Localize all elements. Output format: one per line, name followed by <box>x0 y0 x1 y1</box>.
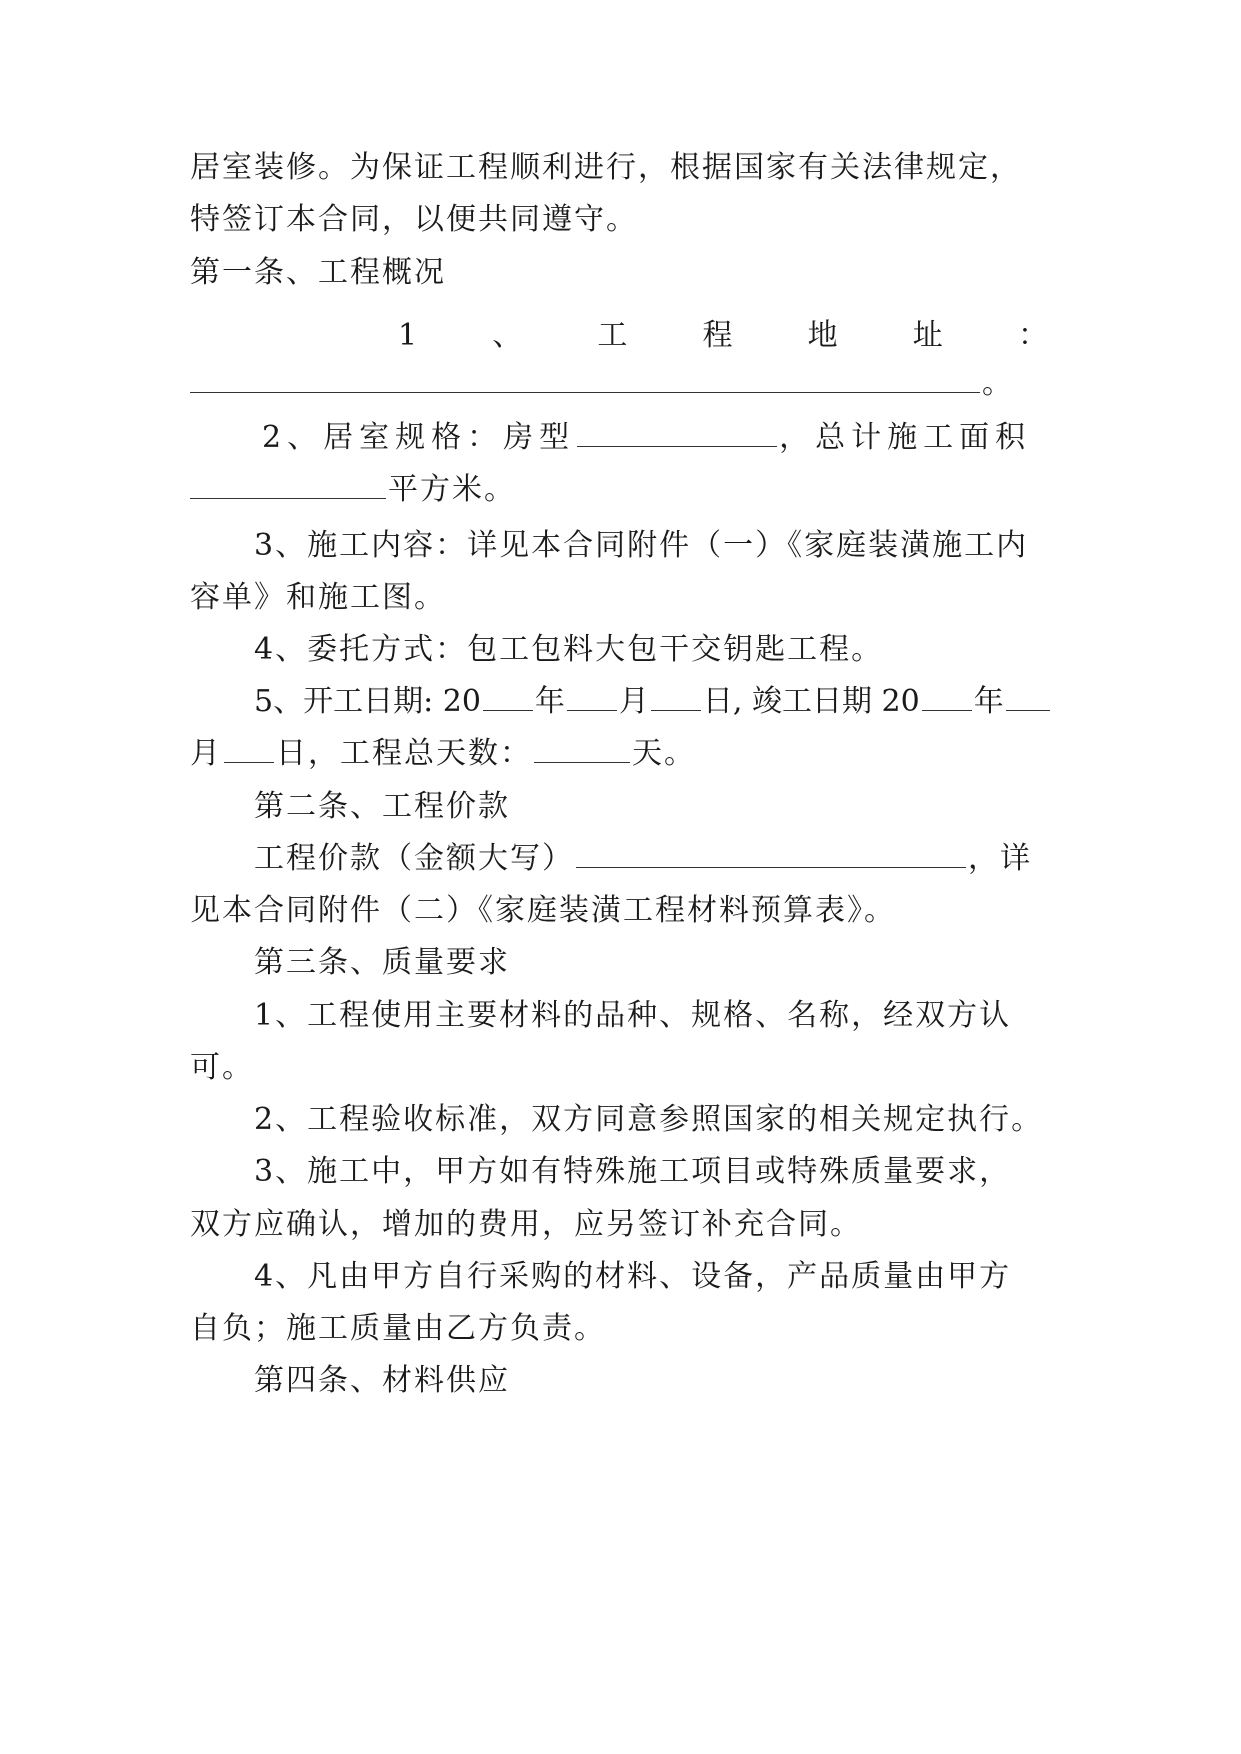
item-1-char: 程 <box>702 318 735 353</box>
item-5-text: 年 <box>534 684 565 719</box>
room-type-blank[interactable] <box>577 420 777 447</box>
item-2-line1 <box>262 420 1050 456</box>
item-1-char: 、 <box>492 318 525 353</box>
start-day-blank[interactable] <box>651 684 701 711</box>
item-5-text: 年 <box>973 684 1004 719</box>
article-2-title: 第二条、工程价款 <box>254 789 510 824</box>
quality-3-line1: 3、施工中，甲方如有特殊施工项目或特殊质量要求， <box>254 1154 1012 1189</box>
item-1-char: 工 <box>597 318 630 353</box>
address-blank[interactable] <box>190 366 980 393</box>
article-4-title: 第四条、材料供应 <box>254 1363 510 1398</box>
item-5-text: 日，工程总天数： <box>276 736 532 771</box>
item-2-text: 平方米。 <box>388 472 516 507</box>
item-5-text: 日, 竣工日期 20 <box>702 684 920 719</box>
end-month-blank[interactable] <box>1006 684 1050 711</box>
item-1-char: ： <box>1017 318 1050 353</box>
end-year-blank[interactable] <box>922 684 972 711</box>
article-2-text: ，详 <box>968 841 1032 876</box>
quality-3-line2: 双方应确认，增加的费用，应另签订补充合同。 <box>190 1207 862 1242</box>
end-day-blank[interactable] <box>224 736 274 763</box>
quality-4-line2: 自负；施工质量由乙方负责。 <box>190 1311 606 1346</box>
paragraph-line: 特签订本合同，以便共同遵守。 <box>190 202 638 237</box>
item-5-text: 月 <box>618 684 649 719</box>
quality-2: 2、工程验收标准，双方同意参照国家的相关规定执行。 <box>254 1102 1044 1137</box>
address-blank-line <box>190 366 1050 402</box>
item-1-address-label <box>398 318 1050 354</box>
item-5-text: 月 <box>190 736 222 771</box>
area-blank[interactable] <box>190 472 386 499</box>
article-2-line1 <box>254 841 1050 877</box>
item-3-line2: 容单》和施工图。 <box>190 580 446 615</box>
item-5-text: 天。 <box>632 736 696 771</box>
item-1-char: 址 <box>912 318 945 353</box>
quality-1-line1: 1、工程使用主要材料的品种、规格、名称，经双方认 <box>254 998 1012 1033</box>
item-1-end: 。 <box>982 366 1014 401</box>
quality-4-line1: 4、凡由甲方自行采购的材料、设备，产品质量由甲方 <box>254 1259 1012 1294</box>
item-5-line1 <box>254 684 1114 720</box>
article-2-text: 工程价款（金额大写） <box>254 841 574 876</box>
item-1-char: 地 <box>807 318 840 353</box>
start-year-blank[interactable] <box>483 684 533 711</box>
item-2-text: 2、居室规格：房型 <box>262 420 576 455</box>
total-days-blank[interactable] <box>534 736 630 763</box>
article-3-title: 第三条、质量要求 <box>254 945 510 980</box>
item-5-text: 5、开工日期: 20 <box>254 684 481 719</box>
item-4: 4、委托方式：包工包料大包干交钥匙工程。 <box>254 632 884 667</box>
item-3-line1: 3、施工内容：详见本合同附件（一）《家庭装潢施工内 <box>254 528 1029 563</box>
paragraph-line: 居室装修。为保证工程顺利进行，根据国家有关法律规定， <box>190 150 1022 185</box>
start-month-blank[interactable] <box>567 684 617 711</box>
article-2-line2: 见本合同附件（二）《家庭装潢工程材料预算表》。 <box>190 893 896 928</box>
price-amount-blank[interactable] <box>576 841 966 868</box>
quality-1-line2: 可。 <box>190 1050 254 1085</box>
item-2-text: ，总计施工面积 <box>779 420 1032 455</box>
item-1-char: 1 <box>398 318 420 353</box>
article-1-title: 第一条、工程概况 <box>190 255 446 290</box>
item-5-line2 <box>190 736 1050 772</box>
item-2-line2 <box>190 472 1050 508</box>
